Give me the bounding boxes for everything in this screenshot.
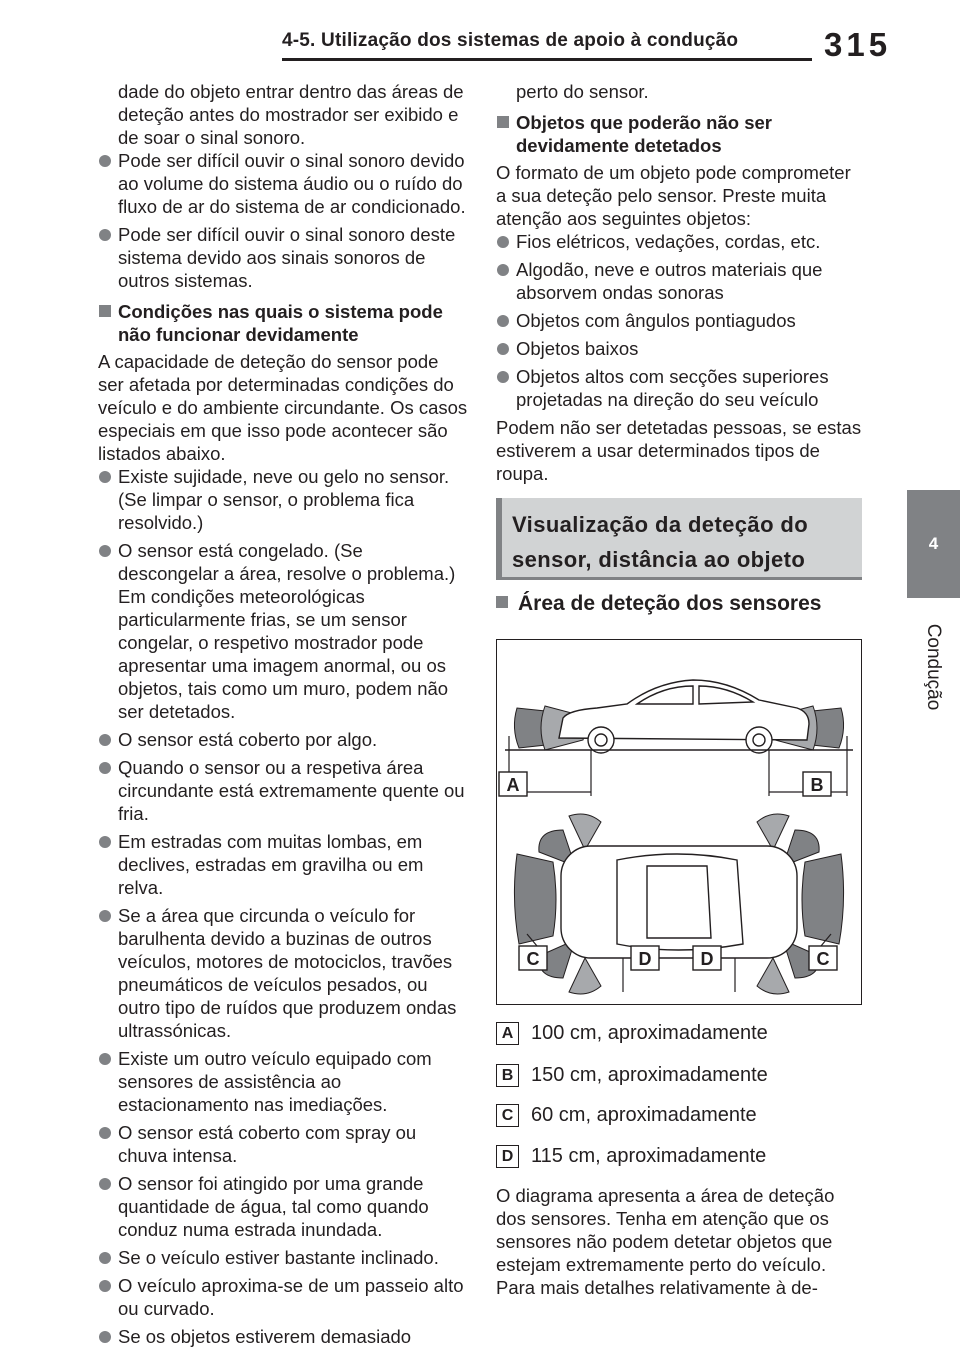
legend-item xyxy=(496,1145,766,1168)
list-item: Algodão, neve e outros materiais que absorvem ondas sonoras xyxy=(496,258,862,304)
continued-text: perto do sensor. xyxy=(516,81,649,102)
body-paragraph: A capacidade de deteção do sensor pode ser afetada por determinadas condições do veículo e do ambiente circundante. Os casos especiais em que isso pode acontecer são listados abaixo. xyxy=(98,351,468,464)
list-item: Pode ser difícil ouvir o sinal sonoro deste sistema devido aos sinais sonoros de outros sistemas. xyxy=(98,223,468,292)
side-lobe xyxy=(757,814,789,850)
body-paragraph: O diagrama apresenta a área de deteção dos sensores. Tenha em atenção que os sensores não podem detetar objetos que estejam extremamente perto do veículo. xyxy=(496,1185,835,1275)
legend-text: 100 cm, aproximadamente xyxy=(531,1022,768,1044)
chapter-number: 4 xyxy=(928,534,939,553)
label-a: A xyxy=(506,775,520,795)
side-lobe xyxy=(757,958,789,994)
legend-text: 150 cm, aproximadamente xyxy=(531,1064,768,1086)
legend-key: A xyxy=(496,1022,519,1045)
subheading-conditions: Condições nas quais o sistema pode não funcionar devidamente xyxy=(98,300,468,346)
sensor-diagram-svg xyxy=(497,640,861,1004)
subheading-objects: Objetos que poderão não ser devidamente detetados xyxy=(496,111,862,157)
list-item: Se o veículo estiver bastante inclinado. xyxy=(98,1246,468,1269)
label-c: C xyxy=(816,949,830,969)
section-title-box xyxy=(496,498,862,580)
legend-item xyxy=(496,1104,757,1127)
legend-key: C xyxy=(496,1104,519,1127)
left-column xyxy=(98,80,468,1353)
legend-key: B xyxy=(496,1064,519,1087)
chapter-tab xyxy=(907,490,960,598)
list-item: O sensor foi atingido por uma grande quantidade de água, tal como quando conduz numa estrada inundada. xyxy=(98,1172,468,1241)
body-paragraph: Podem não ser detetadas pessoas, se estas estiverem a usar determinados tipos de roupa. xyxy=(496,417,862,484)
list-item: Pode ser difícil ouvir o sinal sonoro devido ao volume do sistema áudio ou o ruído do fluxo de ar do sistema de ar condicionado. xyxy=(98,149,468,218)
sensor-area-diagram xyxy=(496,639,862,1005)
list-item: Quando o sensor ou a respetiva área circundante está extremamente quente ou fria. xyxy=(98,756,468,825)
list-item: Existe um outro veículo equipado com sensores de assistência ao estacionamento nas imediações. xyxy=(98,1047,468,1116)
legend-key: D xyxy=(496,1145,519,1168)
section-header: 4-5. Utilização dos sistemas de apoio à condução xyxy=(282,30,739,51)
list-item: Fios elétricos, vedações, cordas, etc. xyxy=(496,230,862,253)
right-column-bottom xyxy=(496,1184,862,1299)
list-item: O sensor está congelado. (Se descongelar a área, resolve o problema.) Em condições meteorológicas particularmente frias, se um sensor congelar, o respetivo mostrador pode apresentar uma imagem anormal, ou os objetos, tais como um muro, podem não ser detetados. xyxy=(98,539,468,723)
label-c: C xyxy=(526,949,540,969)
side-lobe xyxy=(569,814,601,850)
rear-center-lobe xyxy=(802,854,844,944)
list-item: O sensor está coberto com spray ou chuva intensa. xyxy=(98,1121,468,1167)
side-lobe xyxy=(569,958,601,994)
list-item: Em estradas com muitas lombas, em declives, estradas em gravilha ou em relva. xyxy=(98,830,468,899)
car-top-view xyxy=(561,846,797,958)
list-item: Objetos baixos xyxy=(496,337,862,360)
body-paragraph: Para mais detalhes relativamente à de- xyxy=(496,1277,818,1298)
chapter-label: Condução xyxy=(923,623,944,711)
list-item: Se a área que circunda o veículo for barulhenta devido a buzinas de outros veículos, motores de motociclos, travões pneumáticos de veículos pesados, ou outro tipo de ruídos que produzem ondas ultrassónicas. xyxy=(98,904,468,1042)
legend-text: 115 cm, aproximadamente xyxy=(531,1145,767,1167)
label-d: D xyxy=(638,949,652,969)
list-item: Objetos com ângulos pontiagudos xyxy=(496,309,862,332)
list-item: O sensor está coberto por algo. xyxy=(98,728,468,751)
label-b: B xyxy=(810,775,824,795)
body-paragraph: O formato de um objeto pode comprometer a sua deteção pelo sensor. Preste muita atenção aos seguintes objetos: xyxy=(496,162,851,229)
page-number: 315 xyxy=(824,26,892,63)
continued-text: dade do objeto entrar dentro das áreas de deteção antes do mostrador ser exibido e de soar o sinal sonoro. xyxy=(118,81,464,148)
list-item: Existe sujidade, neve ou gelo no sensor. (Se limpar o sensor, o problema fica resolvido.) xyxy=(98,465,468,534)
car-side-view xyxy=(559,680,809,753)
list-item: O veículo aproxima-se de um passeio alto ou curvado. xyxy=(98,1274,468,1320)
subheading-detection-area: Área de deteção dos sensores xyxy=(496,592,821,616)
list-item: Se os objetos estiverem demasiado xyxy=(98,1325,468,1348)
legend-text: 60 cm, aproximadamente xyxy=(531,1104,757,1126)
list-item: Objetos altos com secções superiores projetadas na direção do seu veículo xyxy=(496,365,862,411)
legend-item xyxy=(496,1064,768,1087)
front-center-lobe xyxy=(514,854,556,944)
section-title: Visualização da deteção do sensor, distância ao objeto xyxy=(512,512,809,572)
right-column-top xyxy=(496,80,862,485)
header-rule xyxy=(282,58,812,61)
legend-item xyxy=(496,1022,768,1045)
label-d: D xyxy=(700,949,714,969)
